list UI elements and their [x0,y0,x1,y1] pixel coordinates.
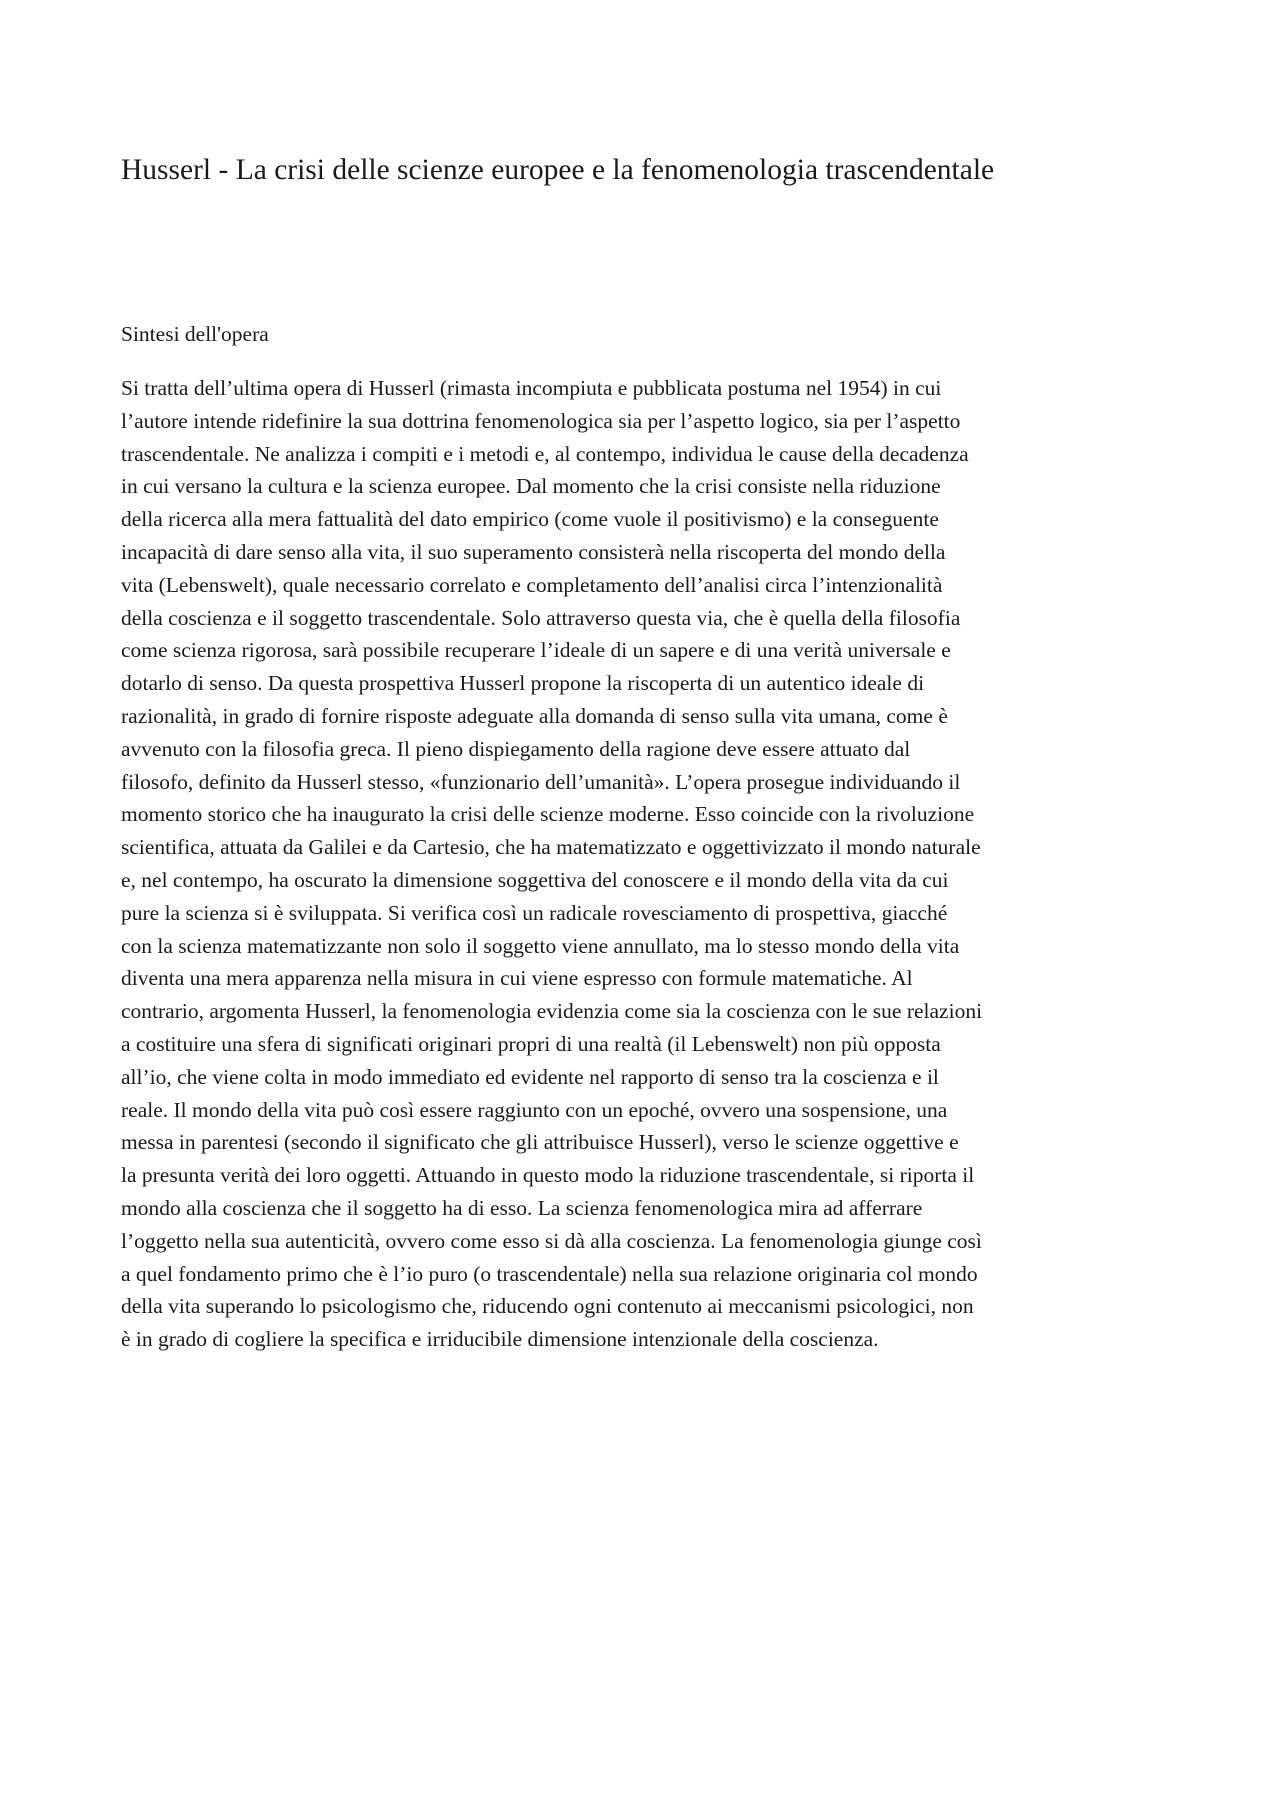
body-paragraph [121,372,1171,1356]
paragraph-line: incapacità di dare senso alla vita, il suo superamento consisterà nella riscoperta del mondo della [121,539,946,564]
paragraph-line: contrario, argomenta Husserl, la fenomenologia evidenzia come sia la coscienza con le sue relazioni [121,999,983,1024]
paragraph-line: razionalità, in grado di fornire risposte adeguate alla domanda di senso sulla vita umana, come è [121,703,948,728]
paragraph-line: mondo alla coscienza che il soggetto ha di esso. La scienza fenomenologica mira ad afferrare [121,1195,923,1220]
paragraph-line: a quel fondamento primo che è l’io puro (o trascendentale) nella sua relazione originaria col mondo [121,1261,978,1286]
paragraph-line: momento storico che ha inaugurato la crisi delle scienze moderne. Esso coincide con la rivoluzione [121,802,975,827]
document-title: Husserl - La crisi delle scienze europee e la fenomenologia trascendentale [121,154,995,186]
paragraph-line: come scienza rigorosa, sarà possibile recuperare l’ideale di un sapere e di una verità universale e [121,638,951,663]
paragraph-line: pure la scienza si è sviluppata. Si verifica così un radicale rovesciamento di prospettiva, giacché [121,900,948,925]
paragraph-line: dotarlo di senso. Da questa prospettiva Husserl propone la riscoperta di un autentico ideale di [121,671,925,696]
paragraph-line: avvenuto con la filosofia greca. Il pieno dispiegamento della ragione deve essere attuato dal [121,736,911,761]
paragraph-line: scientifica, attuata da Galilei e da Cartesio, che ha matematizzato e oggettivizzato il mondo naturale [121,835,981,860]
paragraph-line: è in grado di cogliere la specifica e irriducibile dimensione intenzionale della coscienza. [121,1327,879,1352]
paragraph-line: della ricerca alla mera fattualità del dato empirico (come vuole il positivismo) e la conseguente [121,507,939,532]
paragraph-line: all’io, che viene colta in modo immediato ed evidente nel rapporto di senso tra la coscienza e il [121,1064,939,1089]
paragraph-line: la presunta verità dei loro oggetti. Attuando in questo modo la riduzione trascendentale, si riporta il [121,1163,975,1188]
paragraph-line: l’autore intende ridefinire la sua dottrina fenomenologica sia per l’aspetto logico, sia per l’aspetto [121,408,961,433]
paragraph-line: diventa una mera apparenza nella misura in cui viene espresso con formule matematiche. Al [121,966,913,991]
paragraph-line: a costituire una sfera di significati originari propri di una realtà (il Lebenswelt) non più opposta [121,1031,941,1056]
paragraph-line: della coscienza e il soggetto trascendentale. Solo attraverso questa via, che è quella della filosofia [121,605,961,630]
paragraph-line: filosofo, definito da Husserl stesso, «funzionario dell’umanità». L’opera prosegue individuando il [121,769,961,794]
paragraph-line: con la scienza matematizzante non solo il soggetto viene annullato, ma lo stesso mondo della vita [121,933,960,958]
paragraph-line: e, nel contempo, ha oscurato la dimensione soggettiva del conoscere e il mondo della vita da cui [121,867,949,892]
paragraph-line: Si tratta dell’ultima opera di Husserl (rimasta incompiuta e pubblicata postuma nel 1954) in cui [121,376,942,400]
section-heading: Sintesi dell'opera [121,322,269,346]
paragraph-line: l’oggetto nella sua autenticità, ovvero come esso si dà alla coscienza. La fenomenologia giunge così [121,1228,982,1253]
paragraph-line: vita (Lebenswelt), quale necessario correlato e completamento dell’analisi circa l’intenzionalità [121,572,943,597]
paragraph-line: trascendentale. Ne analizza i compiti e i metodi e, al contempo, individua le cause della decadenza [121,441,969,466]
paragraph-line: messa in parentesi (secondo il significato che gli attribuisce Husserl), verso le scienze oggettive e [121,1130,959,1155]
paragraph-line: della vita superando lo psicologismo che, riducendo ogni contenuto ai meccanismi psicologici, non [121,1294,974,1319]
paragraph-line: in cui versano la cultura e la scienza europee. Dal momento che la crisi consiste nella riduzione [121,474,941,499]
paragraph-line: reale. Il mondo della vita può così essere raggiunto con un epoché, ovvero una sospensione, una [121,1097,948,1122]
